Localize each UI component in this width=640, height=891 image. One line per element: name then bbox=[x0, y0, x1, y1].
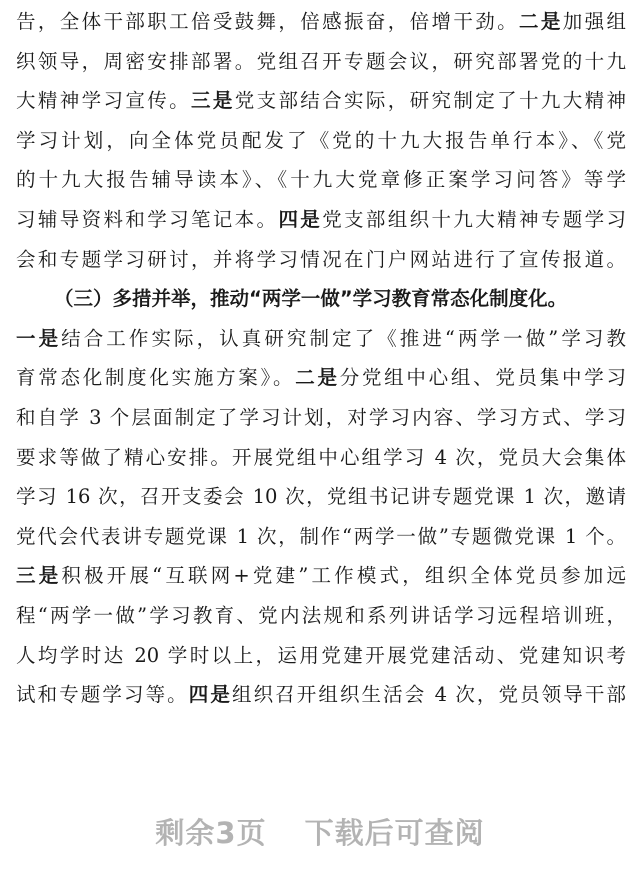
document-line bbox=[16, 319, 626, 359]
body-text: 积极开展“互联网+党建”工作模式，组织全体党员参加远 bbox=[61, 564, 626, 588]
body-text: 和自学 3 个层面制定了学习计划，对学习内容、学习方式、学习 bbox=[16, 406, 626, 429]
body-text: 党支部组织十九大精神专题学习 bbox=[322, 208, 626, 231]
document-line bbox=[16, 438, 626, 478]
document-line bbox=[16, 200, 626, 240]
document-line bbox=[16, 358, 626, 398]
body-text: 习辅导资料和学习笔记本。 bbox=[16, 208, 279, 231]
document-line bbox=[16, 121, 626, 161]
body-text: 告，全体干部职工倍受鼓舞，倍感振奋，倍增干劲。 bbox=[16, 10, 519, 33]
body-text: 党代会代表讲专题党课 1 次，制作“两学一做”专题微党课 1 个。 bbox=[16, 524, 626, 548]
document-line bbox=[16, 556, 626, 596]
body-text: 分党组中心组、党员集中学习 bbox=[339, 366, 626, 390]
document-line bbox=[16, 160, 626, 200]
document-line bbox=[16, 596, 626, 636]
document-line bbox=[16, 517, 626, 557]
document-line bbox=[16, 477, 626, 517]
document-line bbox=[54, 279, 626, 319]
emphasis-text: 四是 bbox=[188, 683, 232, 707]
emphasis-text: （三）多措并举，推动“两学一做”学习教育常态化制度化。 bbox=[54, 287, 568, 311]
body-text: 要求等做了精心安排。开展党组中心组学习 4 次，党员大会集体 bbox=[16, 445, 626, 469]
body-text: 会和专题学习研讨，并将学习情况在门户网站进行了宣传报道。 bbox=[16, 247, 626, 271]
body-text: 的十九大报告辅导读本》、《十九大党章修正案学习问答》等学 bbox=[16, 168, 626, 192]
body-text: 学习计划，向全体党员配发了《党的十九大报告单行本》、《党 bbox=[16, 128, 626, 152]
document-line bbox=[16, 42, 626, 82]
body-text: 加强组 bbox=[562, 10, 626, 33]
body-text: 程“两学一做”学习教育、党内法规和系列讲话学习远程培训班， bbox=[16, 604, 626, 627]
document-line bbox=[16, 636, 626, 676]
body-text: 组织召开组织生活会 4 次，党员领导干部 bbox=[231, 683, 626, 707]
body-text: 学习 16 次，召开支委会 10 次，党组书记讲专题党课 1 次，邀请 bbox=[16, 485, 626, 509]
body-text: 大精神学习宣传。 bbox=[16, 89, 191, 113]
emphasis-text: 三是 bbox=[190, 89, 235, 113]
document-line bbox=[16, 398, 626, 438]
body-text: 党支部结合实际，研究制定了十九大精神 bbox=[234, 89, 626, 113]
remaining-pages-label: 剩余3页 bbox=[155, 815, 267, 850]
body-text: 试和专题学习等。 bbox=[16, 683, 189, 707]
body-text: 育常态化制度化实施方案》。 bbox=[16, 366, 296, 390]
emphasis-text: 一是 bbox=[16, 326, 62, 350]
body-text: 人均学时达 20 学时以上，运用党建开展党建活动、党建知识考 bbox=[16, 643, 626, 667]
emphasis-text: 四是 bbox=[278, 208, 323, 231]
document-line bbox=[16, 81, 626, 121]
document-line bbox=[16, 2, 626, 42]
download-prompt-label[interactable]: 下载后可查阅 bbox=[304, 815, 485, 850]
body-text: 结合工作实际，认真研究制定了《推进“两学一做”学习教 bbox=[61, 326, 626, 350]
body-text: 织领导，周密安排部署。党组召开专题会议，研究部署党的十九 bbox=[16, 49, 626, 73]
document-line bbox=[16, 240, 626, 280]
download-footer bbox=[0, 806, 640, 856]
emphasis-text: 二是 bbox=[518, 10, 563, 33]
document-line bbox=[16, 675, 626, 715]
emphasis-text: 三是 bbox=[16, 564, 62, 588]
emphasis-text: 二是 bbox=[295, 366, 340, 390]
